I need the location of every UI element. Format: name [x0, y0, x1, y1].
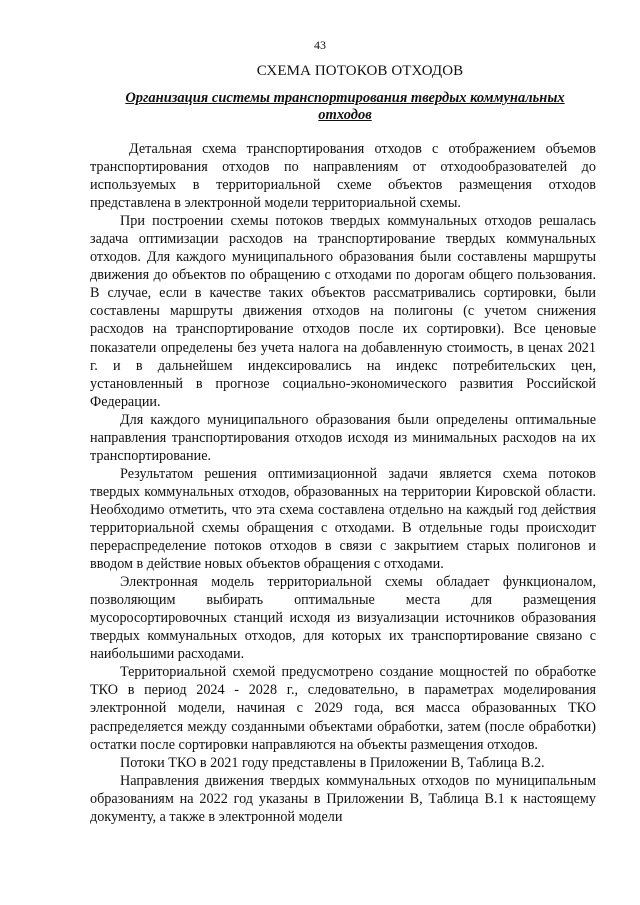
body-text — [90, 140, 596, 826]
paragraph: Потоки ТКО в 2021 году представлены в Приложении В, Таблица В.2. — [120, 754, 545, 771]
paragraph: Детальная схема транспортирования отходов с отображением объемов транспортирования отходов по направлениям от отходообразователей до используемых в территориальной схеме объектов размещения отходов представлена в электронной модели территориальной схемы. — [90, 141, 596, 212]
section-subtitle: Организация системы транспортирования твердых коммунальных отходов — [125, 90, 565, 123]
paragraph: Направления движения твердых коммунальных отходов по муниципальным образованиям на 2022 год указаны в Приложении В, Таблица В.1 к настоящему документу, а также в электронной модели — [90, 772, 596, 825]
page-number: 43 — [314, 38, 326, 52]
paragraph: Результатом решения оптимизационной задачи является схема потоков твердых коммунальных отходов, образованных на территории Кировской области. Необходимо отметить, что эта схема составлена отдельно на каждый год действия территориальной схемы обращения с отходами. В отдельные годы происходит перераспределение потоков отходов в связи с закрытием старых полигонов и вводом в действие новых объектов обращения с отходами. — [90, 465, 596, 573]
paragraph: Электронная модель территориальной схемы обладает функционалом, позволяющим выбирать оптимальные места для размещения мусоросортировочных станций исходя из визуализации источников образования твердых коммунальных отходов, для которых их транспортирование связано с наибольшими расходами. — [90, 574, 596, 663]
paragraph: Территориальной схемой предусмотрено создание мощностей по обработке ТКО в период 2024 - 2028 г., следовательно, в параметрах моделирования электронной модели, начиная с 2029 года, вся масса образованных ТКО распределяется между созданными объектами обработки, затем (после обработки) остатки после сортировки направляются на объекты размещения отходов. — [90, 664, 596, 753]
paragraph: При построении схемы потоков твердых коммунальных отходов решалась задача оптимизации расходов на транспортирование твердых коммунальных отходов. Для каждого муниципального образования были составлены маршруты движения до объектов по обращению с отходами по дорогам общего пользования. В случае, если в качестве таких объектов рассматривались сортировки, были составлены маршруты движения отходов на полигоны (с учетом снижения расходов на транспортирование отходов после их сортировки). Все ценовые показатели определены без учета налога на добавленную стоимость, в ценах 2021 г. и в дальнейшем индексировались на индекс потребительских цен, установленный в прогнозе социально-экономического развития Российской Федерации. — [90, 213, 596, 410]
section-title: СХЕМА ПОТОКОВ ОТХОДОВ — [256, 63, 464, 79]
paragraph: Для каждого муниципального образования были определены оптимальные направления транспортирования отходов исходя из минимальных расходов на их транспортирование. — [90, 411, 596, 464]
